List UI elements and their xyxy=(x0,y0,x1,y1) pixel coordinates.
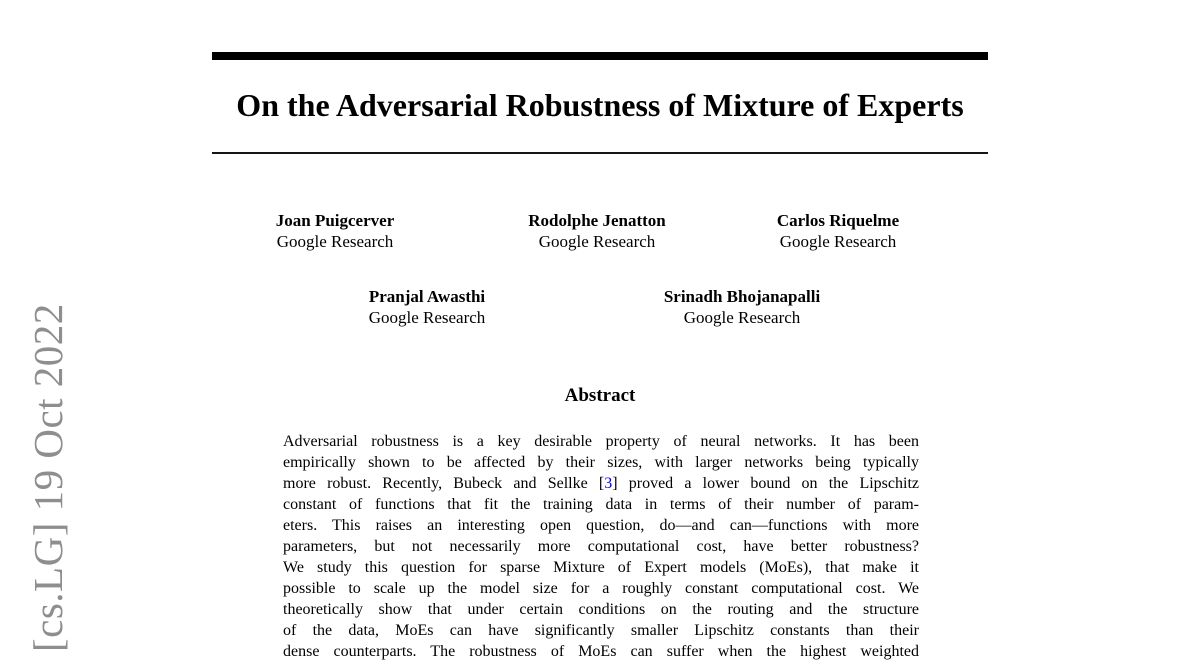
author-block xyxy=(642,286,842,328)
author-name: Rodolphe Jenatton xyxy=(528,211,666,230)
abstract-line: more robust. Recently, Bubeck and Sellke [3] proved a lower bound on the Lipschitz xyxy=(283,475,920,492)
abstract-line: theoretically show that under certain conditions on the routing and the structure xyxy=(283,601,919,618)
author-block xyxy=(497,210,697,252)
author-affiliation: Google Research xyxy=(368,308,486,327)
author-block xyxy=(738,210,938,252)
author-affiliation: Google Research xyxy=(779,232,897,251)
abstract-line: dense counterparts. The robustness of MoEs can suffer when the highest weighted xyxy=(283,643,919,660)
author-name: Joan Puigcerver xyxy=(275,211,395,230)
author-affiliation: Google Research xyxy=(538,232,656,251)
abstract-line: We study this question for sparse Mixture of Expert models (MoEs), that make it xyxy=(283,559,919,576)
arxiv-stamp: [cs.LG] 19 Oct 2022 xyxy=(25,303,71,652)
citation-link[interactable]: 3 xyxy=(604,475,613,492)
author-block xyxy=(327,286,527,328)
abstract-line: eters. This raises an interesting open question, do—and can—functions with more xyxy=(283,517,919,534)
title-rule-bottom xyxy=(212,152,988,154)
abstract-line: parameters, but not necessarily more computational cost, have better robustness? xyxy=(283,538,919,555)
author-name: Pranjal Awasthi xyxy=(368,287,486,306)
abstract-body xyxy=(283,431,919,662)
title-rule-top xyxy=(212,52,988,60)
abstract-line: of the data, MoEs can have significantly smaller Lipschitz constants than their xyxy=(283,622,919,639)
paper-title: On the Adversarial Robustness of Mixture of Experts xyxy=(236,87,964,123)
authors-row-1 xyxy=(212,210,988,254)
author-name: Carlos Riquelme xyxy=(776,211,900,230)
abstract-heading: Abstract xyxy=(564,385,636,406)
author-block xyxy=(235,210,435,252)
author-name: Srinadh Bhojanapalli xyxy=(663,287,821,306)
author-affiliation: Google Research xyxy=(683,308,801,327)
abstract-line: Adversarial robustness is a key desirable property of neural networks. It has been xyxy=(283,433,919,450)
author-affiliation: Google Research xyxy=(276,232,394,251)
abstract-line: constant of functions that fit the training data in terms of their number of param- xyxy=(283,496,919,513)
abstract-line: empirically shown to be affected by their sizes, with larger networks being typically xyxy=(283,454,919,471)
authors-row-2 xyxy=(212,286,988,330)
abstract-line: possible to scale up the model size for a roughly constant computational cost. We xyxy=(283,580,919,597)
